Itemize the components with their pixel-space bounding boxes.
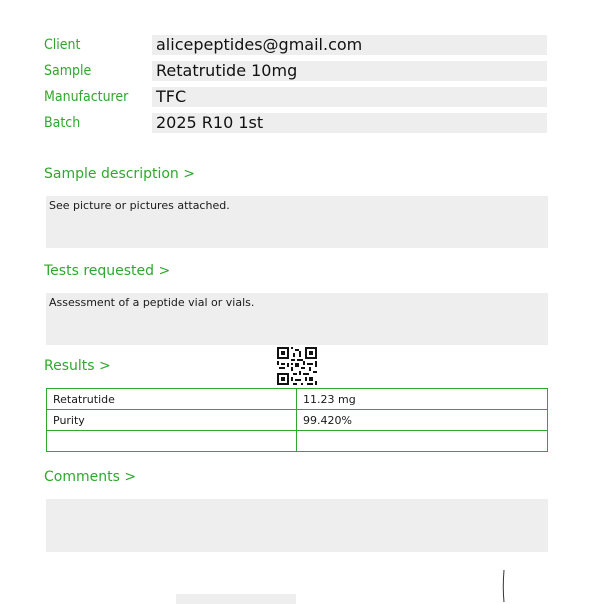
results-title: Results >: [44, 358, 111, 374]
result-name: Retatrutide: [47, 389, 297, 410]
signature-mark: [488, 562, 528, 602]
results-table: [46, 388, 548, 452]
result-value: 99.420%: [297, 410, 548, 431]
footer-date-field: [176, 594, 296, 604]
tests-requested-box: [46, 293, 548, 345]
table-row: [47, 389, 548, 410]
comments-box: [46, 499, 548, 552]
tests-requested-title: Tests requested >: [44, 263, 171, 279]
comments-title: Comments >: [44, 469, 137, 485]
sample-label: Sample: [44, 63, 92, 79]
result-value: 11.23 mg: [297, 389, 548, 410]
table-row: [47, 410, 548, 431]
sample-value: Retatrutide 10mg: [152, 61, 547, 81]
result-name: [47, 431, 297, 452]
batch-label: Batch: [44, 115, 81, 131]
result-value: [297, 431, 548, 452]
table-row: [47, 431, 548, 452]
sample-description-text: See picture or pictures attached.: [49, 199, 230, 212]
client-value: alicepeptides@gmail.com: [152, 35, 547, 55]
manufacturer-label: Manufacturer: [44, 89, 129, 105]
sample-description-title: Sample description >: [44, 166, 195, 182]
qr-code-icon: [277, 347, 317, 385]
manufacturer-value: TFC: [152, 87, 547, 107]
sample-description-box: [46, 196, 548, 248]
result-name: Purity: [47, 410, 297, 431]
client-label: Client: [44, 37, 81, 53]
batch-value: 2025 R10 1st: [152, 113, 547, 133]
tests-requested-text: Assessment of a peptide vial or vials.: [49, 296, 255, 309]
